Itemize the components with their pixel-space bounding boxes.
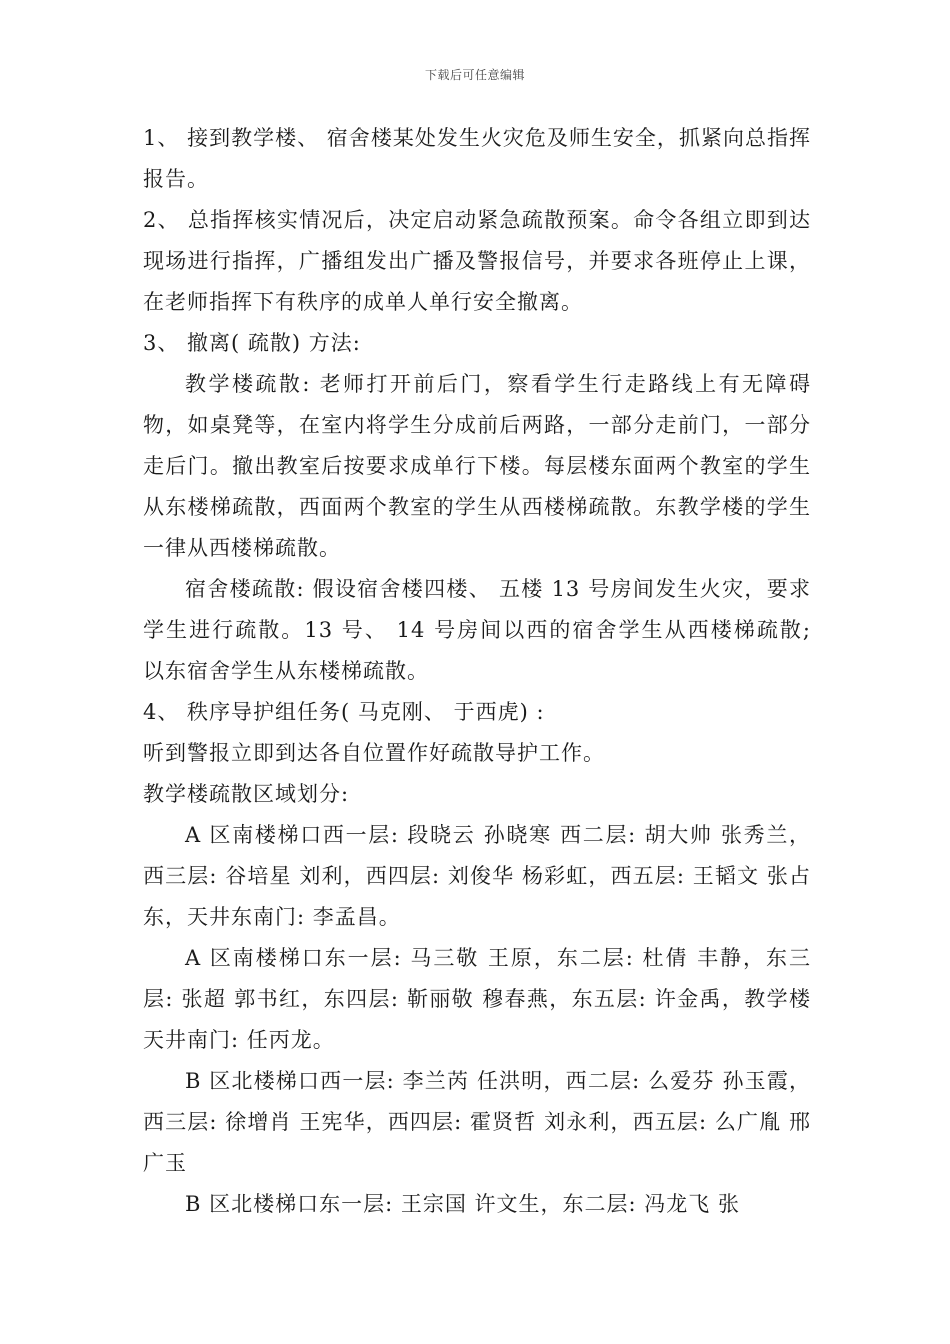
teaching-building-evacuation: 教学楼疏散: 老师打开前后门，察看学生行走路线上有无障碍物，如桌凳等，在室内将学生分成前后两路，一部分走前门，一部分走后门。撤出教室后按要求成单行下楼。每层楼东面两个教室的学生从东楼梯疏散，西面两个教室的学生从西楼梯疏散。东教学楼的学生一律从西楼梯疏散。 [143, 372, 811, 560]
zone-a-south-east: A 区南楼梯口东一层: 马三敬 王原，东二层: 杜倩 丰静，东三层: 张超 郭书红，东四层: 靳丽敬 穆春燕，东五层: 许金禹，教学楼天井南门: 任丙龙。 [143, 946, 811, 1052]
header-note: 下载后可任意编辑 [424, 68, 525, 82]
item-1-report: 1、 接到教学楼、 宿舍楼某处发生火灾危及师生安全，抓紧向总指挥报告。 [143, 126, 811, 191]
zone-b-north-east: B 区北楼梯口东一层: 王宗国 许文生，东二层: 冯龙飞 张 [185, 1192, 740, 1216]
dormitory-evacuation: 宿舍楼疏散: 假设宿舍楼四楼、 五楼 13 号房间发生火灾，要求学生进行疏散。13 号、 14 号房间以西的宿舍学生从西楼梯疏散; 以东宿舍学生从东楼梯疏散。 [143, 577, 811, 683]
item-4-order-guard-team: 4、 秩序导护组任务( 马克刚、 于西虎) : [143, 700, 545, 724]
guard-instruction: 听到警报立即到达各自位置作好疏散导护工作。 [143, 741, 605, 765]
item-2-commander: 2、 总指挥核实情况后，决定启动紧急疏散预案。命令各组立即到达现场进行指挥，广播组发出广播及警报信号，并要求各班停止上课，在老师指挥下有秩序的成单人单行安全撤离。 [143, 208, 811, 314]
zone-division-heading: 教学楼疏散区域划分: [143, 782, 350, 806]
item-3-evacuation-method: 3、 撤离( 疏散) 方法: [143, 331, 361, 355]
zone-b-north-west: B 区北楼梯口西一层: 李兰芮 任洪明，西二层: 么爱芬 孙玉霞，西三层: 徐增肖 王宪华，西四层: 霍贤哲 刘永利，西五层: 么广胤 邢广玉 [143, 1069, 811, 1175]
document-body [143, 118, 811, 1225]
zone-a-south-west: A 区南楼梯口西一层: 段晓云 孙晓寒 西二层: 胡大帅 张秀兰，西三层: 谷培星 刘利，西四层: 刘俊华 杨彩虹，西五层: 王韬文 张占东，天井东南门: 李孟昌。 [143, 823, 811, 929]
